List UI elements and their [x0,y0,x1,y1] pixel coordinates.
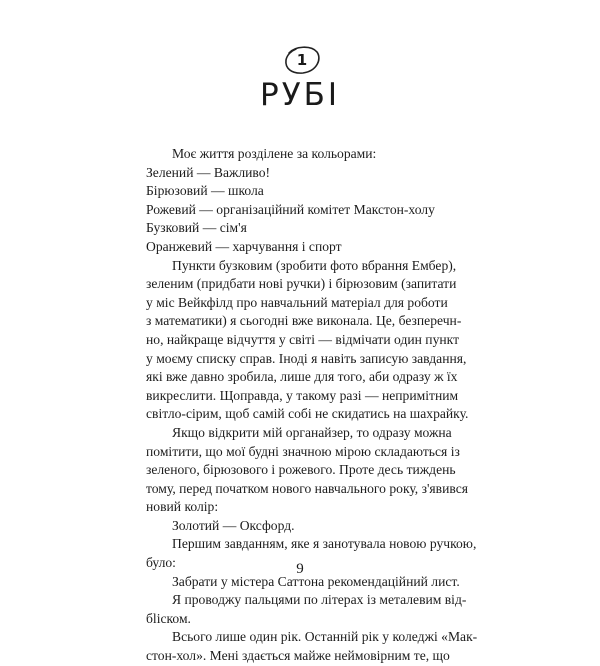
text-line: Моє життя розділене за кольорами: [172,146,377,161]
chapter-body-text [146,145,478,666]
text-line: Пункти бузковим (зробити фото вбрання Ембер), [172,257,457,273]
text-line: зеленого, бірюзового і рожевого. Проте десь тиждень [146,462,456,478]
text-line: у міс Вейкфілд про навчальний матеріал для роботи [146,294,448,310]
text-line: помітити, що мої будні значною мірою складаються із [146,443,460,459]
text-line: Бузковий — сім'я [146,220,247,236]
text-line: Бірюзовий — школа [146,183,264,199]
text-line: стон-хол». Мені здається майже неймовірним те, що [146,648,450,664]
text-line: з математики) я сьогодні вже виконала. Це, безперечн- [146,313,462,329]
text-line: Рожевий — організаційний комітет Макстон-холу [146,201,435,217]
text-line: які вже давно зробила, лише для того, аби одразу ж їх [146,369,458,385]
chapter-title: РУБІ [260,77,340,113]
chapter-number: 1 [296,51,308,69]
text-line: тому, перед початком нового навчального року, з'явився [146,480,468,496]
text-line: світло-сірим, щоб самій собі не скидатись на шахрайку. [146,406,469,422]
text-line: викреслити. Щоправда, у такому разі — непримітним [146,387,459,403]
page-number: 9 [296,561,304,577]
text-line: Всього лише один рік. Останній рік у коледжі «Мак- [172,629,478,645]
chapter-number-badge [283,44,321,76]
text-line: у моєму списку справ. Іноді я навіть записую завдання, [146,350,467,366]
text-line: було: [146,555,176,571]
text-line: Якщо відкрити мій органайзер, то одразу можна [172,424,452,440]
text-line: Зелений — Важливо! [146,164,271,180]
text-line: Оранжевий — харчування і спорт [146,238,342,254]
text-line: но, найкраще відчуття у світі — відмічати один пункт [146,331,460,347]
text-line: Забрати у містера Саттона рекомендаційний лист. [172,573,460,589]
text-line: Першим завданням, яке я занотувала новою ручкою, [172,536,477,552]
text-line: Я проводжу пальцями по літерах із металевим від- [172,592,467,608]
text-line: зеленим (придбати нові ручки) і бірюзовим (запитати [146,276,457,292]
text-line: новий колір: [146,499,219,515]
text-line: Золотий — Оксфорд. [172,517,295,533]
text-line: бliском. [146,610,191,626]
